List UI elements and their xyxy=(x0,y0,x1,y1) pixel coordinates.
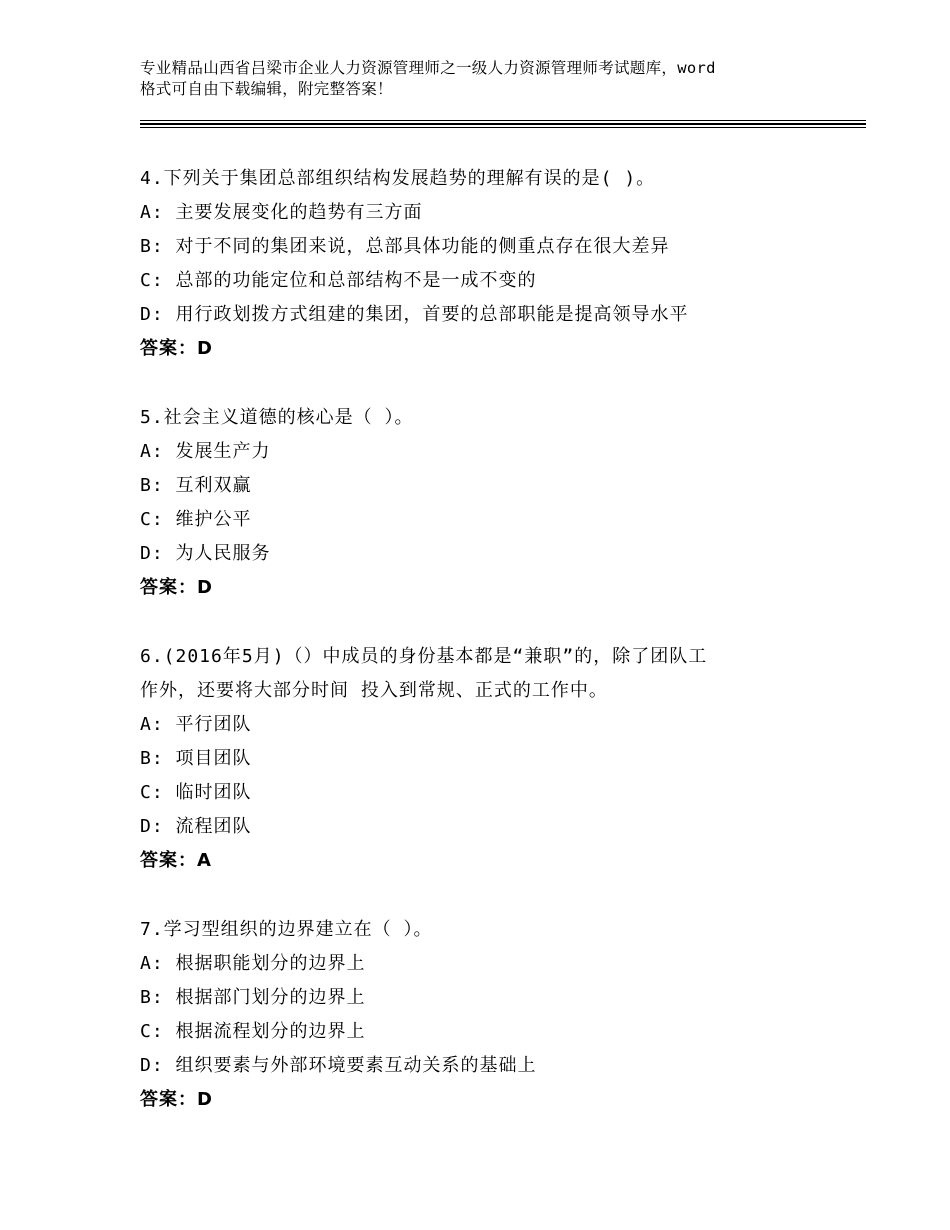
header-rule-middle xyxy=(140,123,866,125)
document-header xyxy=(140,58,820,100)
answer-value: D xyxy=(197,577,213,598)
header-rule-top xyxy=(140,120,866,121)
answer-prefix: 答案： xyxy=(140,577,197,598)
answer-prefix: 答案： xyxy=(140,850,197,871)
answer-value: A xyxy=(197,850,212,871)
question-item xyxy=(140,401,820,605)
question-stem: 5.社会主义道德的核心是（ ）。 xyxy=(140,407,414,428)
option-b: B: 对于不同的集团来说，总部具体功能的侧重点存在很大差异 xyxy=(140,236,670,257)
option-b: B: 根据部门划分的边界上 xyxy=(140,987,366,1008)
answer-line xyxy=(140,1083,820,1117)
option-a: A: 主要发展变化的趋势有三方面 xyxy=(140,202,423,223)
answer-prefix: 答案： xyxy=(140,1089,197,1110)
option-c: C: 根据流程划分的边界上 xyxy=(140,1021,366,1042)
question-item xyxy=(140,640,820,878)
option-d: D: 组织要素与外部环境要素互动关系的基础上 xyxy=(140,1055,537,1076)
answer-line xyxy=(140,844,820,878)
answer-value: D xyxy=(197,338,213,359)
option-c: C: 维护公平 xyxy=(140,509,252,530)
option-b: B: 互利双赢 xyxy=(140,475,252,496)
question-item xyxy=(140,913,820,1117)
answer-prefix: 答案： xyxy=(140,338,197,359)
question-stem: 4.下列关于集团总部组织结构发展趋势的理解有误的是( )。 xyxy=(140,168,656,189)
option-a: A: 根据职能划分的边界上 xyxy=(140,953,366,974)
question-stem: 7.学习型组织的边界建立在（ ）。 xyxy=(140,919,433,940)
question-item xyxy=(140,162,820,366)
question-stem-continued: 作外，还要将大部分时间 投入到常规、正式的工作中。 xyxy=(140,680,608,701)
header-line-2: 格式可自由下载编辑，附完整答案！ xyxy=(140,80,393,98)
option-c: C: 总部的功能定位和总部结构不是一成不变的 xyxy=(140,270,537,291)
option-b: B: 项目团队 xyxy=(140,748,252,769)
option-a: A: 平行团队 xyxy=(140,714,252,735)
option-d: D: 为人民服务 xyxy=(140,543,271,564)
option-a: A: 发展生产力 xyxy=(140,441,271,462)
header-line-1: 专业精品山西省吕梁市企业人力资源管理师之一级人力资源管理师考试题库，word xyxy=(140,59,716,77)
answer-line xyxy=(140,332,820,366)
question-stem: 6.(2016年5月)（）中成员的身份基本都是“兼职”的，除了团队工 xyxy=(140,646,708,667)
option-c: C: 临时团队 xyxy=(140,782,252,803)
question-list xyxy=(140,162,820,1152)
header-rule-bottom xyxy=(140,127,866,128)
option-d: D: 用行政划拨方式组建的集团，首要的总部职能是提高领导水平 xyxy=(140,304,689,325)
option-d: D: 流程团队 xyxy=(140,816,252,837)
answer-value: D xyxy=(197,1089,213,1110)
answer-line xyxy=(140,571,820,605)
